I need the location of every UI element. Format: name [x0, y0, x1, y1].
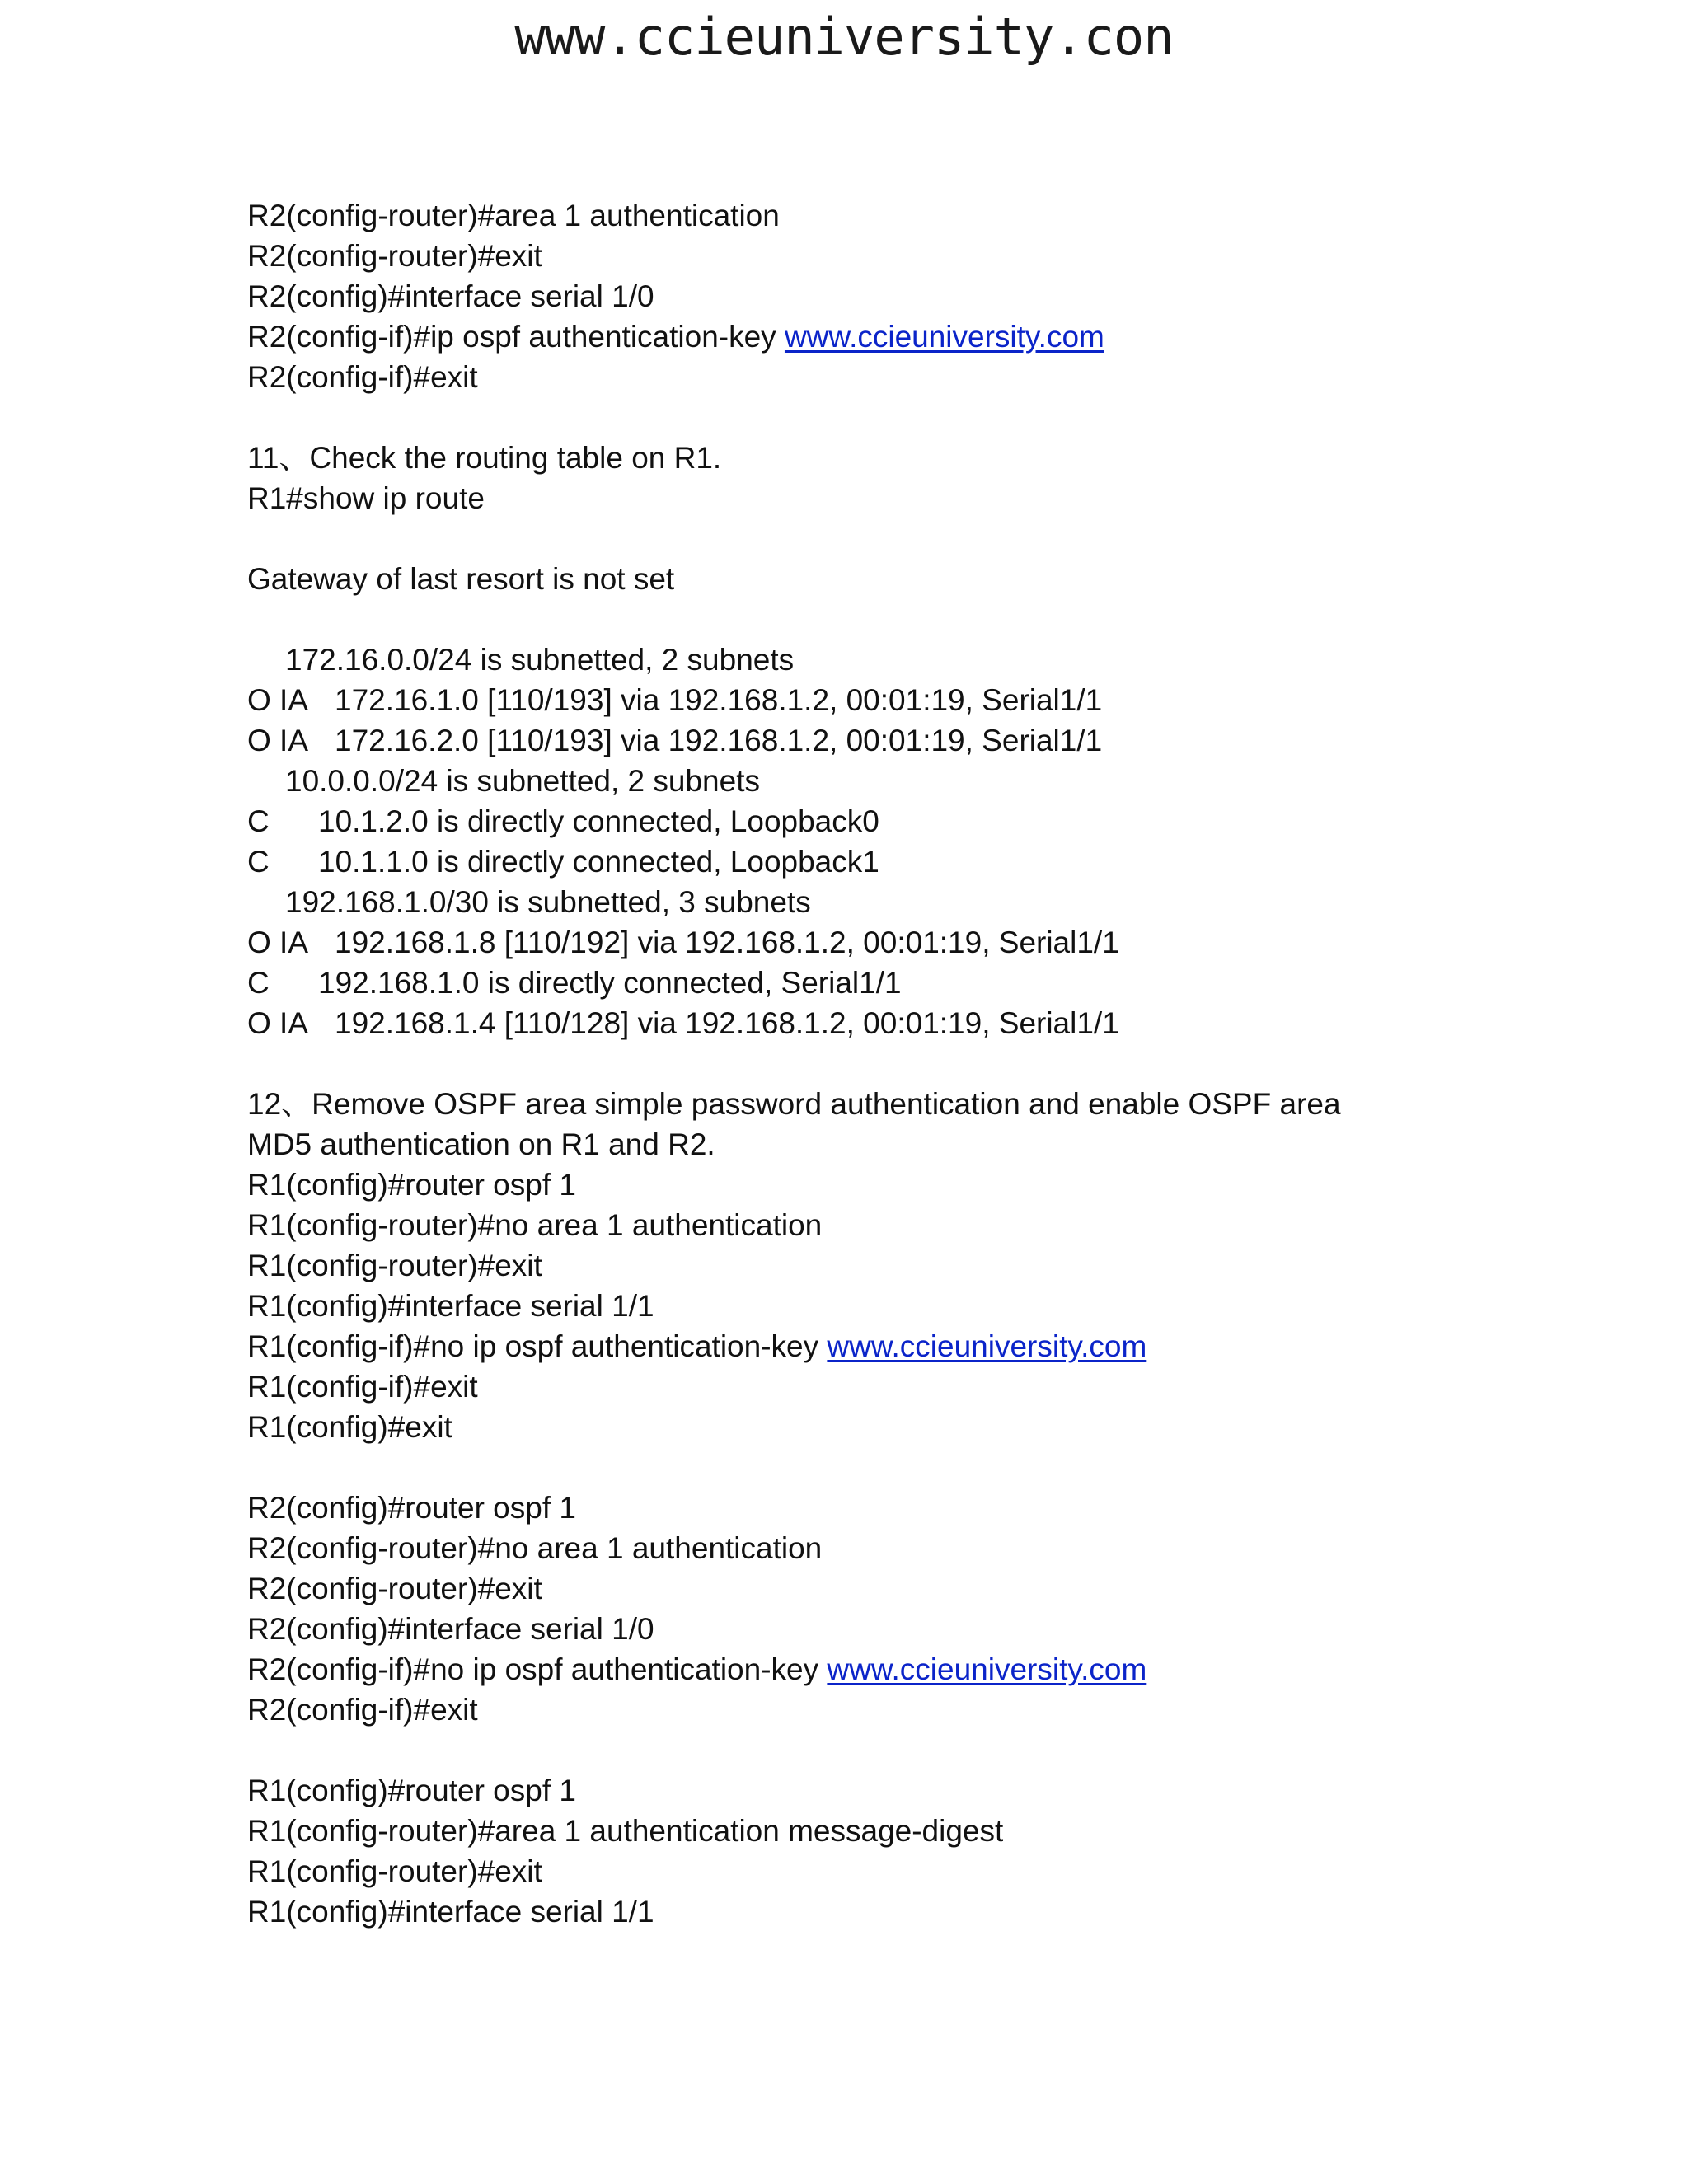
- config-line: R2(config)#interface serial 1/0: [247, 1612, 654, 1646]
- step-11-title: 11、Check the routing table on R1.: [247, 441, 722, 475]
- spacer: [247, 1730, 1648, 1770]
- route-text: 192.168.1.4 [110/128] via 192.168.1.2, 00:01:19, Serial1/1: [335, 1006, 1119, 1040]
- spacer: [247, 1447, 1648, 1488]
- route-entry: [247, 963, 1648, 1003]
- config-line: R2(config-router)#area 1 authentication: [247, 199, 780, 232]
- config-line: R1(config)#router ospf 1: [247, 1168, 576, 1202]
- ccieuniversity-link[interactable]: www.ccieuniversity.com: [827, 1329, 1147, 1363]
- ccieuniversity-link[interactable]: www.ccieuniversity.com: [827, 1652, 1147, 1686]
- route-entry: [247, 1003, 1648, 1043]
- config-line: R1(config)#router ospf 1: [247, 1774, 576, 1807]
- step-11-command: R1#show ip route: [247, 481, 485, 515]
- gateway-line: Gateway of last resort is not set: [247, 562, 675, 596]
- config-line-with-link: [247, 1649, 1648, 1690]
- route-text: 10.1.1.0 is directly connected, Loopback1: [318, 845, 879, 879]
- config-line: R1(config-router)#exit: [247, 1854, 542, 1888]
- document-body: [247, 195, 1648, 1932]
- route-text: 172.16.2.0 [110/193] via 192.168.1.2, 00:01:19, Serial1/1: [335, 724, 1103, 757]
- spacer: [247, 518, 1648, 559]
- config-line: R2(config-router)#no area 1 authentication: [247, 1531, 823, 1565]
- route-text: 192.168.1.0 is directly connected, Serial1/1: [318, 966, 902, 1000]
- config-line: R1(config-router)#no area 1 authentication: [247, 1208, 823, 1242]
- route-network-header: 192.168.1.0/30 is subnetted, 3 subnets: [285, 885, 811, 919]
- route-entry: [247, 720, 1648, 761]
- config-line: R2(config)#router ospf 1: [247, 1491, 576, 1525]
- config-line-text: R2(config-if)#ip ospf authentication-key: [247, 320, 785, 354]
- route-code: C: [247, 845, 270, 879]
- config-line: R2(config-router)#exit: [247, 1572, 542, 1605]
- route-code: O IA: [247, 683, 309, 717]
- config-line: R2(config)#interface serial 1/0: [247, 279, 654, 313]
- config-line: R1(config)#interface serial 1/1: [247, 1289, 654, 1323]
- ccieuniversity-link[interactable]: www.ccieuniversity.com: [784, 320, 1104, 354]
- route-text: 10.1.2.0 is directly connected, Loopback0: [318, 804, 879, 838]
- route-network-header: 10.0.0.0/24 is subnetted, 2 subnets: [285, 764, 760, 798]
- config-line-with-link: [247, 1326, 1648, 1366]
- route-code: O IA: [247, 926, 309, 959]
- route-entry: [247, 801, 1648, 841]
- step-12-title: 12、Remove OSPF area simple password authentication and enable OSPF area MD5 authentication on R1 and R2.: [247, 1087, 1341, 1161]
- route-code: O IA: [247, 1006, 309, 1040]
- route-entry: [247, 841, 1648, 882]
- route-code: O IA: [247, 724, 309, 757]
- page-header-site-title: www.ccieuniversity.con: [514, 7, 1174, 67]
- route-code: C: [247, 804, 270, 838]
- config-line: R1(config-if)#exit: [247, 1370, 478, 1404]
- config-line: R1(config)#exit: [247, 1410, 452, 1444]
- config-line: R1(config-router)#area 1 authentication message-digest: [247, 1814, 1004, 1848]
- route-text: 172.16.1.0 [110/193] via 192.168.1.2, 00:01:19, Serial1/1: [335, 683, 1103, 717]
- config-line: R1(config)#interface serial 1/1: [247, 1895, 654, 1929]
- config-line-text: R1(config-if)#no ip ospf authentication-key: [247, 1329, 828, 1363]
- config-line: R2(config-router)#exit: [247, 239, 542, 273]
- spacer: [247, 397, 1648, 438]
- config-line-text: R2(config-if)#no ip ospf authentication-key: [247, 1652, 828, 1686]
- route-entry: [247, 922, 1648, 963]
- route-network-header: 172.16.0.0/24 is subnetted, 2 subnets: [285, 643, 795, 677]
- config-line: R2(config-if)#exit: [247, 360, 478, 394]
- route-text: 192.168.1.8 [110/192] via 192.168.1.2, 00:01:19, Serial1/1: [335, 926, 1119, 959]
- spacer: [247, 599, 1648, 640]
- route-code: C: [247, 966, 270, 1000]
- route-entry: [247, 680, 1648, 720]
- config-line: R1(config-router)#exit: [247, 1249, 542, 1282]
- config-line-with-link: [247, 316, 1648, 357]
- config-line: R2(config-if)#exit: [247, 1693, 478, 1727]
- spacer: [247, 1043, 1648, 1084]
